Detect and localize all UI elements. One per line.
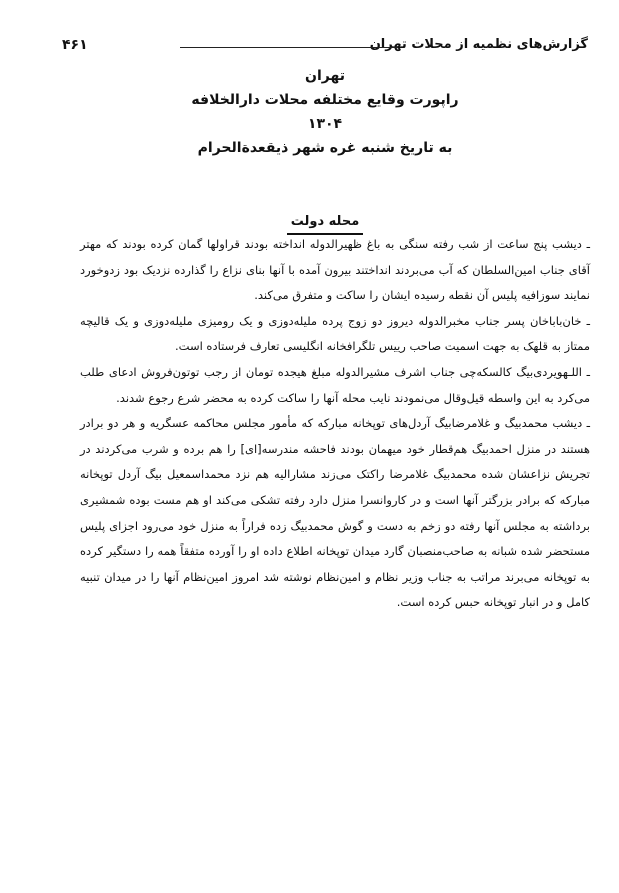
report-year: ۱۳۰۴ [307,116,343,132]
title-block [62,64,588,160]
running-title: گزارش‌های نظمیه از محلات تهران [369,37,588,52]
report-date: به تاریخ شنبه غره شهر ذیقعدة‌الحرام [197,140,453,156]
paragraph: ـ اللـهویردی‌بیگ کالسکه‌چی جناب اشرف مشیرالدوله مبلغ هیجده تومان از رجب توتون‌فروش ادعای طلب می‌کرد به این واسطه قیل‌وقال می‌نمودند نایب محله آنها را ساکت کرده به محضر شرع رجوع شدند. [80,364,590,405]
paragraph: ـ خان‌باباخان پسر جناب مخبرالدوله دیروز دو زوج پرده ملیله‌دوزی و یک رومیزی ملیله‌دوزی و یک قالیچه ممتاز به قلهک به جهت اسمیت صاحب رییس تلگرافخانه انگلیسی تعارف فرستاده است. [80,313,590,354]
paragraph: ـ دیشب محمدبیگ و غلامرضابیگ آردل‌های توپخانه مبارکه که مأمور مجلس محاکمه عسگریه و هر دو برادر هستند در منزل احمدبیگ هم‌قطار خود میهمان بودند فاحشه مندرسه[ای] را هم برده و شرب می‌کردند در تجریش نزاعشان شده محمدبیگ غلامرضا راکتک می‌زند مشارالیه هم نزد محمداسمعیل بیگ آردل توپخانه مبارکه که برادر بزرگتر آنها است و در کاروانسرا منزل دارد رفته تشکی می‌کند او هم مست بوده شمشیری برداشته به مجلس آنها رفته دو زخم به دست و گوش محمدبیگ زده فراراً به منزل خود می‌رود اجزای پلیس مستحضر شده شبانه به صاحب‌منصبان گارد میدان توپخانه اطلاع داده او را آورده متفقاً همه را دستگیر کرده به توپخانه می‌برند مراتب به جناب وزیر نظام و امین‌نظام نوشته شد امروز امین‌نظام آنها را در میدان تنبیه کامل و در انبار توپخانه حبس کرده است. [80,416,590,610]
paragraph: ـ دیشب پنج ساعت از شب رفته سنگی به باغ ظهیرالدوله انداخته بودند قراولها گمان کرده بودند که مهتر آقای جناب امین‌السلطان که آب می‌بردند انداختند بیرون آمده با آنها بنای نزاع را گذارده نزدیک بود زدوخورد نمایند سوزافیه پلیس آن نقطه رسیده ایشان را ساکت و متفرق می‌کند. [80,237,590,303]
city-title: تهران [305,68,345,84]
running-header [62,36,588,56]
report-title: راپورت وقایع مختلفه محلات دارالخلافه [191,92,459,108]
section-heading-text: محله دولت [287,212,364,235]
body-text [80,232,590,616]
header-rule [180,47,398,48]
page-number: ۴۶۱ [62,37,88,53]
